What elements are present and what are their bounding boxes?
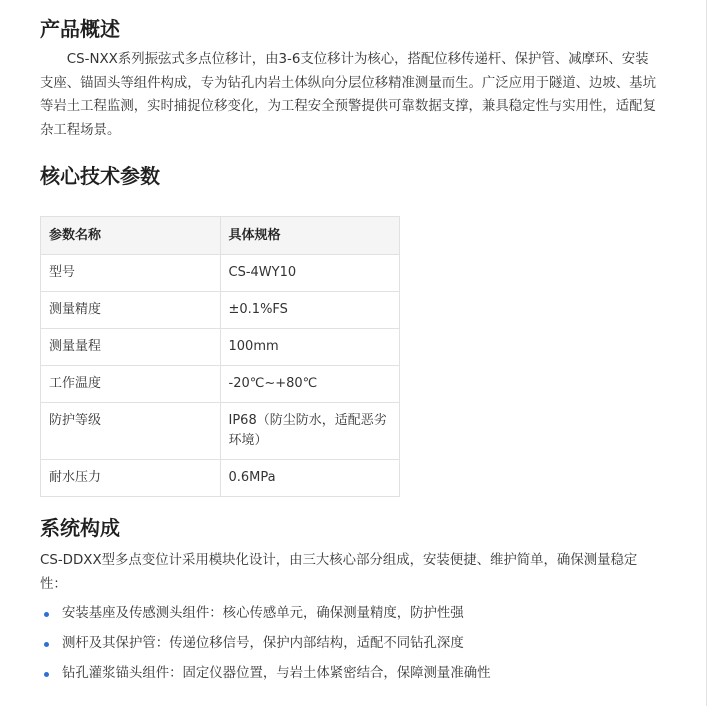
- param-name: 防护等级: [41, 403, 221, 460]
- list-item-text: 测杆及其保护管：传递位移信号，保护内部结构，适配不同钻孔深度: [62, 636, 464, 651]
- param-value: 0.6MPa: [220, 460, 400, 497]
- list-item-text: 钻孔灌浆锚头组件：固定仪器位置，与岩土体紧密结合，保障测量准确性: [62, 666, 491, 681]
- param-value: 100mm: [220, 329, 400, 366]
- param-name: 型号: [41, 255, 221, 292]
- table-row: [41, 366, 400, 403]
- param-value: ±0.1%FS: [220, 292, 400, 329]
- param-name: 工作温度: [41, 366, 221, 403]
- overview-heading: 产品概述: [40, 17, 120, 41]
- system-intro: CS-DDXX型多点变位计采用模块化设计，由三大核心部分组成，安装便捷、维护简单，确保测量稳定性：: [40, 553, 638, 592]
- param-name: 耐水压力: [41, 460, 221, 497]
- table-row: [41, 403, 400, 460]
- component-list: [40, 602, 491, 692]
- list-item: [40, 662, 491, 692]
- bullet-dot-icon: [44, 642, 49, 647]
- param-value: IP68（防尘防水，适配恶劣环境）: [220, 403, 400, 460]
- param-value: -20℃~+80℃: [220, 366, 400, 403]
- params-heading: 核心技术参数: [40, 164, 160, 188]
- page-edge-divider: [706, 0, 707, 706]
- params-table: [40, 216, 400, 497]
- bullet-dot-icon: [44, 612, 49, 617]
- bullet-dot-icon: [44, 672, 49, 677]
- param-name: 测量精度: [41, 292, 221, 329]
- list-item: [40, 602, 491, 632]
- params-header-name: 参数名称: [41, 217, 221, 255]
- table-row: [41, 292, 400, 329]
- param-value: CS-4WY10: [220, 255, 400, 292]
- table-row: [41, 255, 400, 292]
- params-table-header-row: [41, 217, 400, 255]
- system-heading: 系统构成: [40, 516, 120, 540]
- overview-paragraph: CS-NXX系列振弦式多点位移计，由3-6支位移计为核心，搭配位移传递杆、保护管、减摩环、安装支座、锚固头等组件构成，专为钻孔内岩土体纵向分层位移精准测量而生。广泛应用于隧道、边坡、基坑等岩土工程监测，实时捕捉位移变化，为工程安全预警提供可靠数据支撑，兼具稳定性与实用性，适配复杂工程场景。: [40, 52, 656, 138]
- list-item: [40, 632, 491, 662]
- table-row: [41, 329, 400, 366]
- table-row: [41, 460, 400, 497]
- params-header-spec: 具体规格: [220, 217, 400, 255]
- list-item-text: 安装基座及传感测头组件：核心传感单元，确保测量精度，防护性强: [62, 606, 464, 621]
- param-name: 测量量程: [41, 329, 221, 366]
